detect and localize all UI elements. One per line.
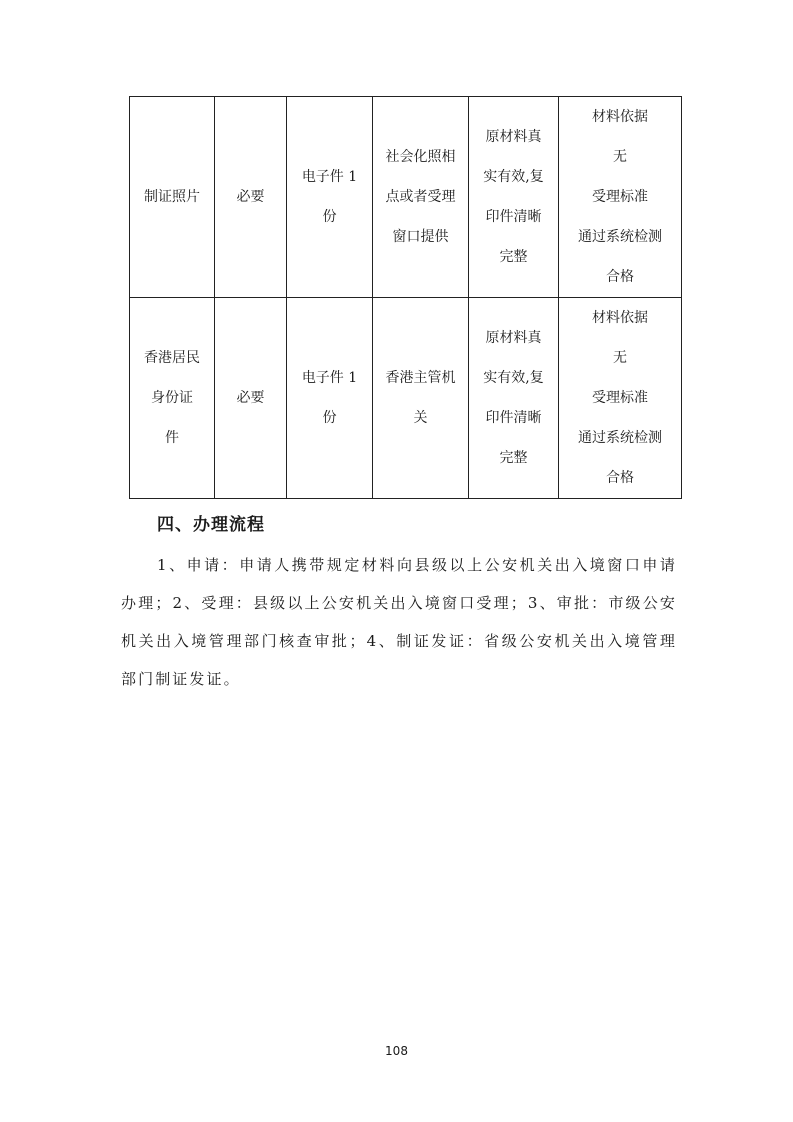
- materials-table: [129, 96, 682, 499]
- source-cell: 社会化照相 点或者受理 窗口提供: [373, 97, 469, 298]
- table-row: [130, 298, 682, 499]
- process-paragraph: [121, 546, 677, 698]
- page-number: 108: [385, 1044, 408, 1058]
- section-title: 四、办理流程: [157, 515, 265, 535]
- standard-cell: 原材料真 实有效,复 印件清晰 完整: [469, 97, 559, 298]
- paragraph-text: 1、申请：申请人携带规定材料向县级以上公安机关出入境窗口申请办理；2、受理：县级以上公安机关出入境窗口受理；3、审批：市级公安机关出入境管理部门核查审批；4、制证发证：省级公安机关出入境管理部门制证发证。: [121, 556, 677, 688]
- material-name-cell: 香港居民 身份证 件: [130, 298, 215, 499]
- basis-cell: 材料依据 无 受理标准 通过系统检测 合格: [559, 298, 682, 499]
- basis-cell: 材料依据 无 受理标准 通过系统检测 合格: [559, 97, 682, 298]
- table-row: [130, 97, 682, 298]
- form-cell: 电子件 1 份: [287, 298, 373, 499]
- required-cell: 必要: [215, 298, 287, 499]
- required-cell: 必要: [215, 97, 287, 298]
- form-cell: 电子件 1 份: [287, 97, 373, 298]
- material-name-cell: 制证照片: [130, 97, 215, 298]
- source-cell: 香港主管机 关: [373, 298, 469, 499]
- standard-cell: 原材料真 实有效,复 印件清晰 完整: [469, 298, 559, 499]
